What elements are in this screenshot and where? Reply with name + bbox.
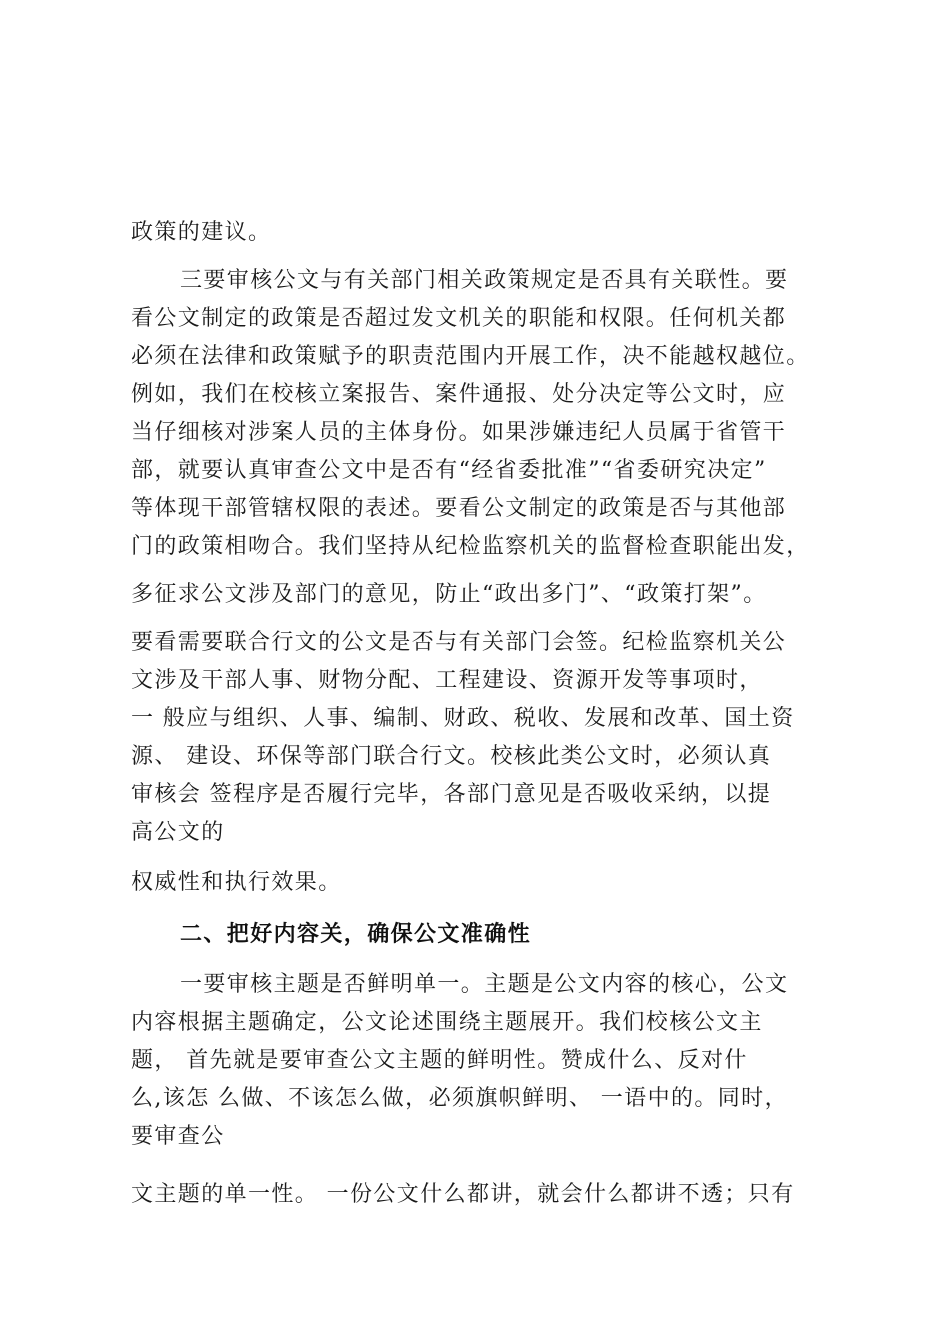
text-line-22: 要审查公 xyxy=(131,1124,225,1149)
text-line-20: 题， 首先就是要审查公文主题的鲜明性。赞成什么、反对什 xyxy=(131,1048,748,1073)
text-line-12: 文涉及干部人事、财物分配、工程建设、资源开发等事项时， xyxy=(131,668,763,693)
text-line-13: 一 般应与组织、人事、编制、财政、税收、发展和改革、国土资 xyxy=(131,706,795,731)
text-line-18: 一要审核主题是否鲜明单一。主题是公文内容的核心，公文 xyxy=(180,972,789,997)
text-line-9: 门的政策相吻合。我们坚持从纪检监察机关的监督检查职能出发， xyxy=(131,534,810,559)
text-line-14: 源、 建设、环保等部门联合行文。校核此类公文时，必须认真 xyxy=(131,744,772,769)
text-line-3: 看公文制定的政策是否超过发文机关的职能和权限。任何机关都 xyxy=(131,306,787,331)
text-line-23: 文主题的单一性。 一份公文什么都讲，就会什么都讲不透；只有 xyxy=(131,1182,795,1207)
text-line-21: 么,该怎 么做、不该怎么做，必须旗帜鲜明、 一语中的。同时， xyxy=(131,1086,788,1111)
text-line-1: 政策的建议。 xyxy=(131,220,272,245)
section-heading: 二、把好内容关，确保公文准确性 xyxy=(180,922,532,947)
text-line-5: 例如，我们在校核立案报告、案件通报、处分决定等公文时，应 xyxy=(131,382,787,407)
text-line-4: 必须在法律和政策赋予的职责范围内开展工作，决不能越权越位。 xyxy=(131,344,810,369)
text-line-8: 等体现干部管辖权限的表述。要看公文制定的政策是否与其他部 xyxy=(131,496,787,521)
text-line-19: 内容根据主题确定，公文论述围绕主题展开。我们校核公文主 xyxy=(131,1010,763,1035)
text-line-11: 要看需要联合行文的公文是否与有关部门会签。纪检监察机关公 xyxy=(131,630,787,655)
text-line-6: 当仔细核对涉案人员的主体身份。如果涉嫌违纪人员属于省管干 xyxy=(131,420,787,445)
text-line-15: 审核会 签程序是否履行完毕，各部门意见是否吸收采纳，以提 xyxy=(131,782,772,807)
text-line-7: 部，就要认真审查公文中是否有“经省委批准”“省委研究决定” xyxy=(131,458,767,483)
text-line-2: 三要审核公文与有关部门相关政策规定是否具有关联性。要 xyxy=(180,268,789,293)
text-line-16: 高公文的 xyxy=(131,820,225,845)
text-line-10: 多征求公文涉及部门的意见，防止“政出多门”、“政策打架”。 xyxy=(131,582,767,607)
text-line-17: 权威性和执行效果。 xyxy=(131,870,342,895)
